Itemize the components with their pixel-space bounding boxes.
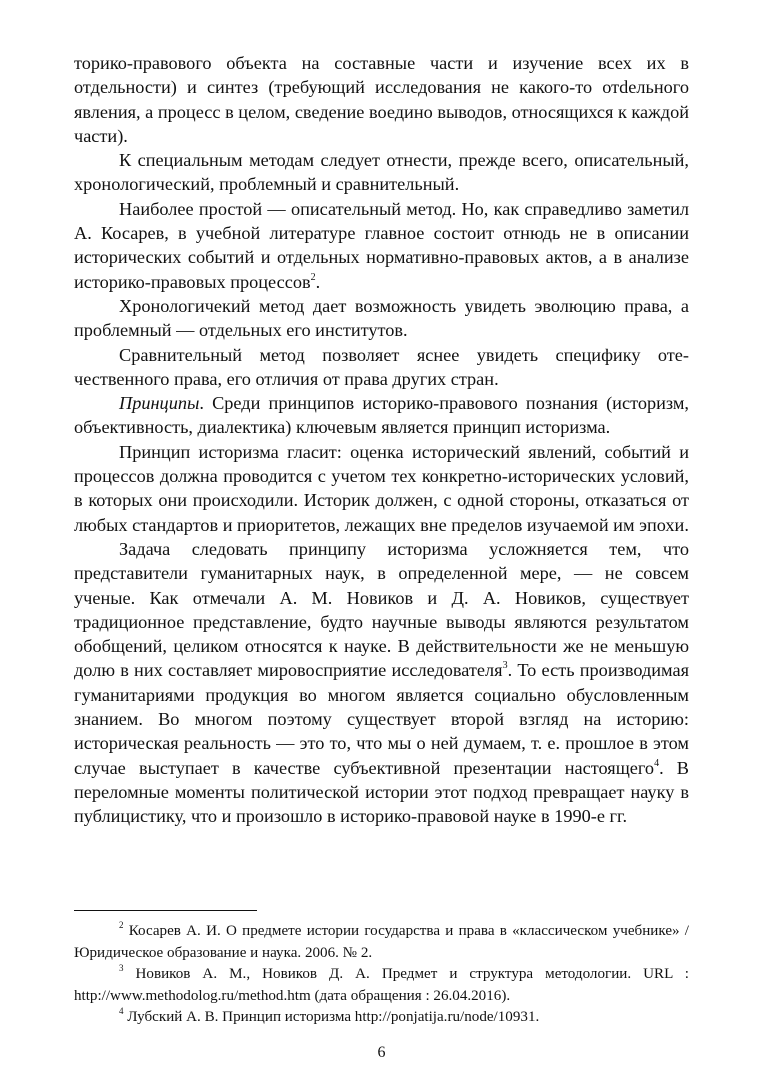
page-number: 6 bbox=[377, 1044, 386, 1061]
paragraph-3: Наиболее простой — описательный метод. Но, как справедливо заметил А. Косарев, в учебной литературе главное состоит отнюдь не в описании исторических событий и отдельных нормативно-правовых актов, а в анализе историко-правовых процессов$^2$. bbox=[74, 198, 689, 292]
footnotes bbox=[74, 921, 689, 1029]
footnote-4: $^4$ Лубский А. В. Принцип историзма http://ponjatija.ru/node/10931. bbox=[119, 1006, 540, 1026]
paragraph-6: Принципы. Среди принципов историко-правового познания (историзм, объективность, диалектика) ключевым является принцип историзма. bbox=[74, 393, 689, 438]
footnote-number: 3 bbox=[119, 963, 124, 974]
footnote-number: 4 bbox=[119, 1006, 124, 1017]
paragraph-8: Задача следовать принципу историзма усложняется тем, что представители гуманитарных наук, в определенной мере, — не совсем ученые. Как отмечали А. М. Новиков и Д. А. Новиков, существует традиционное представление, будто научные выводы являются результатом обобщений, целиком относятся к науке. В действительности же не меньшую долю в них составляет мировосприятие исследователя$^3$. То есть производимая гуманитариями продукция во многом является социально обусловленным знанием. Во многом поэтому существует второй взгляд на историю: историческая реальность — это то, что мы о ней думаем, т. е. прошлое в этом случае выступает в качестве субъективной презентации настоящего$^4$. В переломные моменты политической истории этот подход превращает науку в публицистику, что и произошло в историко-правовой науке в 1990-е гг. bbox=[74, 538, 689, 827]
footnote-divider bbox=[74, 910, 257, 911]
footnote-2: $^2$ Косарев А. И. О предмете истории государства и права в «классическом учебнике» / Юридическое образование и наука. 2006. № 2. bbox=[74, 919, 689, 961]
paragraph-4: Хронологичекий метод дает возможность увидеть эволюцию права, а проблемный — отдельных его институтов. bbox=[74, 295, 689, 341]
footnote-number: 2 bbox=[119, 919, 124, 930]
paragraph-2: К специальным методам следует отнести, прежде всего, описательный, хронологический, проблемный и сравнительный. bbox=[74, 150, 689, 195]
document-page bbox=[74, 0, 689, 1079]
paragraph-7: Принцип историзма гласит: оценка исторический явлений, событий и процессов должна проводится с учетом тех конкретно-исторических условий, в которых они происходили. Историк должен, с одной стороны, отказаться от любых стандартов и приоритетов, лежащих вне пределов изучаемой им эпохи. bbox=[74, 441, 689, 535]
footnote-3: $^3$ Новиков А. М., Новиков Д. А. Предмет и структура методологии. URL : http://www.methodolog.ru/method.htm (дата обращения : 26.04.2016). bbox=[74, 963, 689, 1004]
footnote-ref-2: 2 bbox=[310, 271, 316, 283]
paragraph-1: торико-правового объекта на составные части и изучение всех их в отдельности) и синтез (требующий исследования не какого-то отdельного явления, а процесс в целом, сведение воедино выводов, относящихся к каждой части). bbox=[74, 53, 689, 146]
main-text bbox=[74, 51, 689, 829]
paragraph-5: Сравнительный метод позволяет яснее увидеть специфику отечественного права, его отличия от права других стран. bbox=[74, 344, 689, 389]
footnote-ref-4: 4 bbox=[654, 757, 660, 769]
footnote-ref-3: 3 bbox=[502, 660, 508, 672]
italic-lead: Принципы bbox=[119, 393, 200, 414]
